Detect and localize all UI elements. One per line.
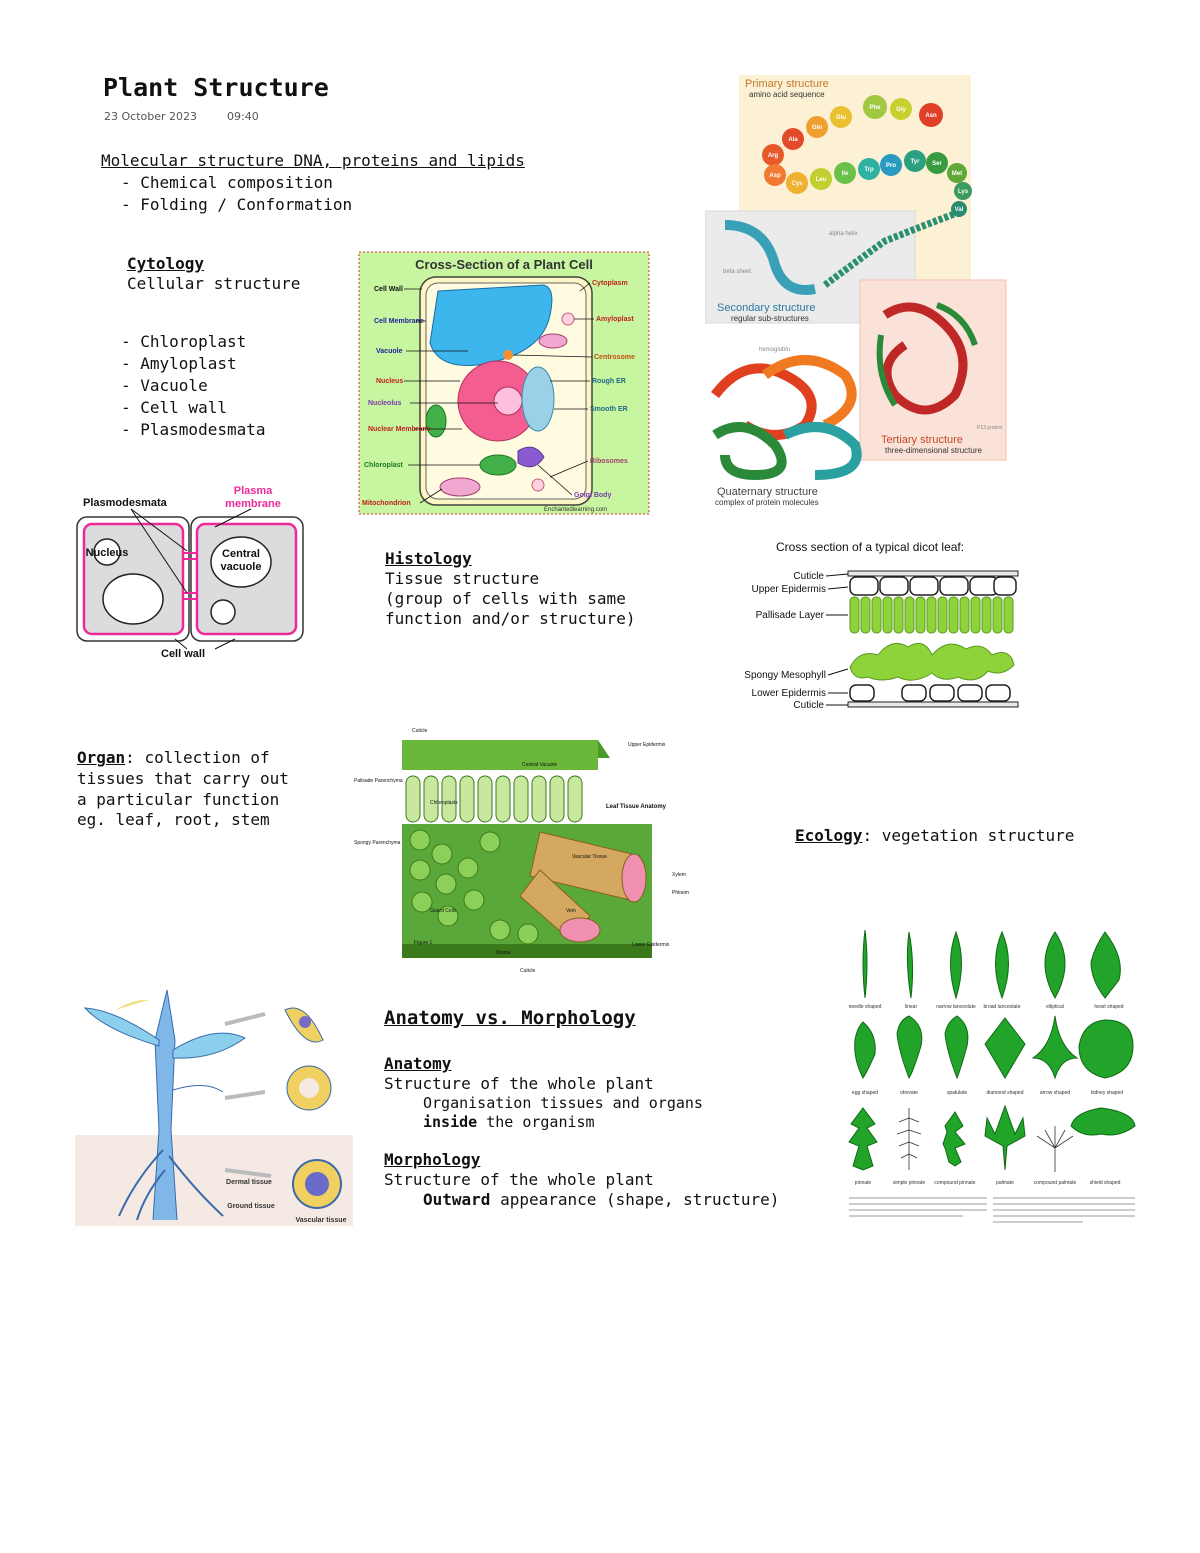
leaf-shape-label: kidney shaped	[1090, 1090, 1124, 1096]
leaf-layer-label: Lower Epidermis	[751, 688, 826, 699]
svg-text:Pro: Pro	[885, 163, 897, 169]
anatomy-label: Phloem	[672, 890, 689, 896]
cell-label: Nucleus	[376, 378, 404, 385]
svg-text:Val: Val	[954, 207, 964, 213]
anatomy-line: Structure of the whole plant	[384, 1074, 654, 1093]
anatomy-label: Chloroplasts	[430, 800, 458, 806]
cytology-item: - Cell wall	[121, 398, 227, 417]
leaf-shape-label: narrow lanceolate	[936, 1004, 976, 1010]
cell-label: Vacuole	[376, 348, 403, 355]
anatomy-label: Palisade Parenchyma	[354, 778, 403, 784]
svg-text:Lys: Lys	[957, 189, 969, 195]
leaf-shape-label: diamond shaped	[986, 1090, 1024, 1096]
leaf-shape-label: egg shaped	[851, 1090, 879, 1096]
p13-label: P13 protein	[977, 425, 1003, 431]
svg-text:Ala: Ala	[788, 137, 798, 143]
cell-label: Nuclear Membrane	[368, 426, 431, 433]
anatomy-label: Vein	[566, 908, 576, 914]
svg-text:Asp: Asp	[769, 173, 781, 179]
central-label: Central	[222, 548, 260, 560]
tissue-label: Dermal tissue	[226, 1179, 272, 1186]
tissue-label: Vascular tissue	[295, 1217, 347, 1224]
histology-heading: Histology	[385, 549, 472, 568]
svg-text:Gln: Gln	[812, 125, 822, 131]
leaf-shape-label: obovate	[900, 1090, 918, 1096]
figure-title: Cross section of a typical dicot leaf:	[776, 540, 965, 554]
svg-text:Ser: Ser	[932, 161, 942, 167]
leaf-shape-label: arrow shaped	[1039, 1090, 1071, 1096]
histology-line: (group of cells with same	[385, 589, 626, 608]
membrane-label: membrane	[225, 498, 281, 510]
cell-label: Cytoplasm	[592, 280, 628, 287]
primary-sub: amino acid sequence	[749, 90, 825, 99]
tertiary-label: Tertiary structure	[881, 434, 963, 446]
cell-label: Smooth ER	[590, 406, 628, 413]
quaternary-label: Quaternary structure	[717, 486, 818, 498]
leaf-shape-label: heart shaped	[1094, 1004, 1124, 1010]
organ-heading: Organ	[77, 748, 126, 767]
svg-text:Gly: Gly	[896, 107, 906, 113]
ecology-heading: Ecology	[795, 826, 863, 845]
svg-text:Cys: Cys	[791, 181, 803, 187]
page-title: Plant Structure	[103, 73, 329, 102]
organ-line: a particular function	[77, 790, 280, 809]
secondary-label: Secondary structure	[717, 302, 816, 314]
figure-title: Cross-Section of a Plant Cell	[415, 257, 593, 272]
nucleus-label: Nucleus	[85, 547, 129, 559]
anatomy-label: Stoma	[496, 950, 511, 956]
leaf-tissue-anatomy-figure	[350, 720, 698, 982]
alpha-label: alpha helix	[829, 231, 858, 237]
anatomy-heading: Anatomy	[384, 1054, 452, 1073]
anatomy-label: Lower Epidermis	[632, 942, 670, 948]
quaternary-sub: complex of protein molecules	[715, 498, 819, 507]
anatomy-label: Spongy Parenchyma	[354, 840, 401, 846]
leaf-shape-label: spatulate	[946, 1090, 968, 1096]
dicot-leaf-section-figure	[726, 537, 1022, 713]
organ-line: tissues that carry out	[77, 769, 289, 788]
plasmodesmata-figure	[75, 481, 305, 664]
leaf-shape-label: shield shaped	[1089, 1180, 1121, 1186]
hemoglobin-label: hemoglobin	[759, 347, 791, 353]
svg-text:Tyr: Tyr	[910, 159, 920, 165]
svg-text:Cell Wall	[374, 286, 403, 293]
leaf-shape-label: palmate	[996, 1180, 1014, 1186]
cell-label: Chloroplast	[364, 462, 403, 469]
vacuole-label: vacuole	[220, 561, 262, 573]
svg-text:Glu: Glu	[836, 115, 846, 121]
leaf-shape-label: compound pinnate	[934, 1180, 976, 1186]
leaf-layer-label: Cuticle	[793, 700, 824, 711]
anatomy-label: Vascular Tissue	[572, 854, 607, 860]
plasma-label: Plasma	[233, 485, 273, 497]
svg-text:Leu: Leu	[815, 177, 827, 183]
svg-text:Arg: Arg	[767, 153, 779, 159]
beta-label: beta sheet	[723, 269, 752, 275]
histology-line: function and/or structure)	[385, 609, 636, 628]
leaf-shape-label: compound palmate	[1033, 1180, 1077, 1186]
plant-cell-figure	[358, 251, 650, 515]
anatomy-title: Leaf Tissue Anatomy	[606, 804, 667, 810]
page-date: 23 October 2023	[104, 110, 198, 123]
cytology-item: - Chloroplast	[121, 332, 247, 351]
anatomy-label: Guard Cells	[430, 908, 457, 914]
organ-line-1: Organ: collection of	[77, 748, 270, 767]
svg-text:Met: Met	[951, 171, 963, 177]
leaf-shape-label: needle shaped	[848, 1004, 882, 1010]
anatomy-label: Figure 1	[414, 940, 433, 946]
cell-label: Nucleolus	[368, 400, 402, 407]
leaf-shape-label: elliptical	[1046, 1004, 1064, 1010]
cytology-item: - Amyloplast	[121, 354, 237, 373]
cell-label: Amyloplast	[596, 316, 634, 323]
cell-label: Centrosome	[594, 354, 635, 361]
plant-tissue-figure	[75, 980, 353, 1226]
page-time: 09:40	[227, 110, 259, 123]
cytology-subtitle: Cellular structure	[127, 274, 301, 293]
histology-line: Tissue structure	[385, 569, 540, 588]
svg-text:Asn: Asn	[925, 113, 937, 119]
svg-text:Trp: Trp	[864, 167, 874, 173]
leaf-shapes-figure	[843, 922, 1141, 1226]
anatomy-sub-2: inside the organism	[423, 1113, 595, 1131]
primary-label: Primary structure	[745, 78, 829, 90]
molecular-heading: Molecular structure DNA, proteins and lipids	[101, 151, 525, 170]
molecular-item: - Folding / Conformation	[121, 195, 353, 214]
cell-wall-label: Cell wall	[161, 648, 206, 660]
leaf-shape-label: simple pinnate	[892, 1180, 926, 1186]
secondary-sub: regular sub-structures	[731, 314, 809, 323]
morphology-sub: Outward appearance (shape, structure)	[423, 1190, 780, 1209]
svg-text:Phe: Phe	[869, 105, 881, 111]
leaf-shape-label: broad lanceolate	[983, 1004, 1021, 1010]
tertiary-sub: three-dimensional structure	[885, 446, 982, 455]
cell-label: Golgi Body	[574, 492, 612, 499]
anatomy-label: Cuticle	[520, 968, 536, 974]
cell-label: Ribosomes	[590, 458, 628, 465]
morphology-heading: Morphology	[384, 1150, 481, 1169]
anatomy-morphology-heading: Anatomy vs. Morphology	[384, 1007, 636, 1029]
leaf-layer-label: Cuticle	[793, 571, 824, 582]
cell-label: Rough ER	[592, 378, 626, 385]
ecology-line: Ecology: vegetation structure	[795, 826, 1075, 845]
leaf-layer-label: Pallisade Layer	[755, 610, 824, 621]
organ-line: eg. leaf, root, stem	[77, 810, 270, 829]
cytology-item: - Plasmodesmata	[121, 420, 266, 439]
anatomy-label: Upper Epidermis	[628, 742, 666, 748]
anatomy-label: Cuticle	[412, 728, 428, 734]
anatomy-label: Xylem	[672, 872, 686, 878]
cytology-heading: Cytology	[127, 254, 205, 273]
protein-structure-figure	[705, 75, 1007, 508]
leaf-layer-label: Upper Epidermis	[751, 584, 826, 595]
molecular-item: - Chemical composition	[121, 173, 333, 192]
cell-label: Mitochondrion	[362, 500, 411, 507]
morphology-line: Structure of the whole plant	[384, 1170, 654, 1189]
cell-label: Cell Membrane	[374, 318, 424, 325]
leaf-shape-label: linear	[904, 1004, 918, 1010]
leaf-layer-label: Spongy Mesophyll	[744, 670, 826, 681]
anatomy-sub: Organisation tissues and organs	[423, 1094, 703, 1112]
plasmodesmata-label: Plasmodesmata	[83, 497, 167, 509]
cell-label: Cell Wall	[374, 286, 403, 293]
figure-credit: Enchantedlearning.com	[544, 507, 608, 513]
anatomy-label: Central Vacuole	[522, 762, 558, 768]
cytology-item: - Vacuole	[121, 376, 208, 395]
leaf-shape-label: pinnate	[854, 1180, 872, 1186]
tissue-label: Ground tissue	[227, 1203, 275, 1210]
svg-text:Ile: Ile	[841, 171, 849, 177]
